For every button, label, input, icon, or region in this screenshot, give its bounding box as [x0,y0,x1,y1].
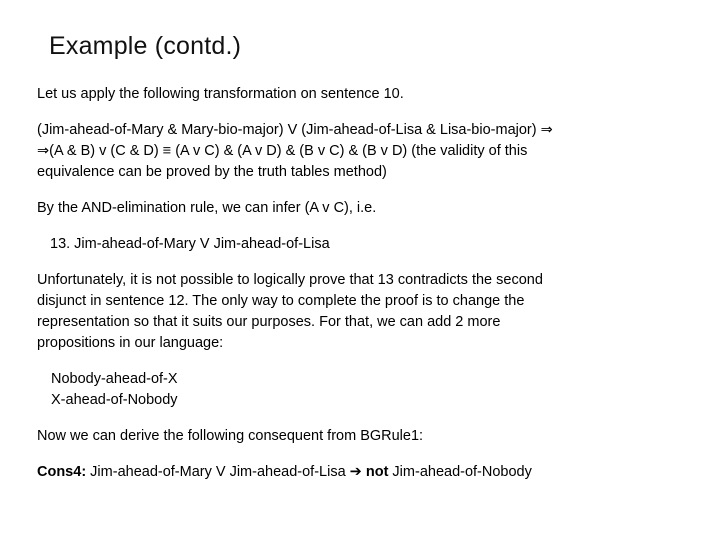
transformation-paragraph [37,120,677,183]
slide-body [37,84,677,498]
consequent-not: not [361,464,389,480]
unfortunately-line-4: propositions in our language: [37,335,224,351]
transformation-line-1: (Jim-ahead-of-Mary & Mary-bio-major) V (Jim-ahead-of-Lisa & Lisa-bio-major) ⇒ [37,122,553,138]
consequent-lhs: Jim-ahead-of-Mary V Jim-ahead-of-Lisa [86,464,350,480]
consequent-line [37,462,677,483]
unfortunately-line-1: Unfortunately, it is not possible to logically prove that 13 contradicts the second [37,272,543,288]
transformation-line-3: equivalence can be proved by the truth tables method) [37,164,387,180]
consequent-rhs: Jim-ahead-of-Nobody [388,464,532,480]
unfortunately-paragraph [37,270,677,354]
propositions-list [37,369,677,411]
and-elimination-sentence: By the AND-elimination rule, we can infer (A v C), i.e. [37,200,377,216]
unfortunately-line-2: disjunct in sentence 12. The only way to complete the proof is to change the [37,293,525,309]
slide-title: Example (contd.) [49,32,242,60]
transformation-line-2: ⇒(A & B) v (C & D) ≡ (A v C) & (A v D) & (B v C) & (B v D) (the validity of this [37,143,528,159]
implies-arrow-icon: ➔ [349,464,362,480]
intro-sentence: Let us apply the following transformation on sentence 10. [37,86,404,102]
proposition-2: X-ahead-of-Nobody [51,392,178,408]
proposition-1: Nobody-ahead-of-X [51,371,178,387]
consequent-label: Cons4: [37,464,87,480]
sentence-13: 13. Jim-ahead-of-Mary V Jim-ahead-of-Lisa [50,236,330,252]
derive-sentence: Now we can derive the following consequent from BGRule1: [37,428,424,444]
unfortunately-line-3: representation so that it suits our purposes. For that, we can add 2 more [37,314,501,330]
